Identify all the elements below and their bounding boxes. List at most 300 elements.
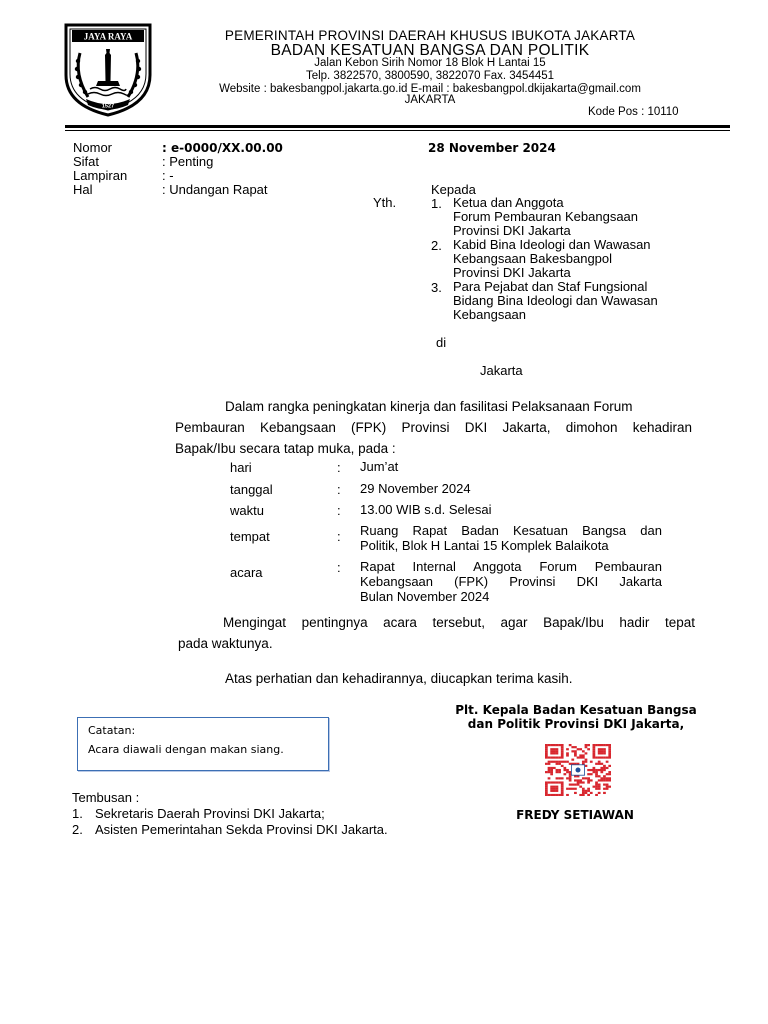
recipient-list xyxy=(431,196,711,326)
qr-module xyxy=(598,744,601,746)
postal-code: Kode Pos : 10110 xyxy=(588,106,679,118)
detail-value: 29 November 2024 xyxy=(360,481,471,496)
kepada-label: Kepada xyxy=(431,182,476,197)
sifat-value: : Penting xyxy=(162,154,214,169)
qr-module xyxy=(561,784,564,786)
qr-module xyxy=(606,786,609,788)
qr-module xyxy=(587,794,590,796)
qr-module xyxy=(585,761,588,763)
qr-module xyxy=(553,788,556,790)
signatory-title-line-1: Plt. Kepala Badan Kesatuan Bangsa xyxy=(455,703,697,717)
qr-module xyxy=(561,765,564,767)
qr-module xyxy=(561,781,564,783)
qr-module xyxy=(571,759,574,761)
qr-module xyxy=(561,790,564,792)
qr-module xyxy=(561,786,564,788)
qr-module xyxy=(566,761,569,763)
qr-module xyxy=(553,750,556,752)
qr-module xyxy=(566,777,569,779)
qr-module xyxy=(582,792,585,794)
detail-label: tempat xyxy=(230,529,270,544)
qr-module xyxy=(600,767,603,769)
qr-module xyxy=(595,781,598,783)
qr-module xyxy=(595,744,598,746)
qr-module xyxy=(561,750,564,752)
qr-module xyxy=(608,765,611,767)
qr-module xyxy=(550,781,553,783)
qr-module xyxy=(598,756,601,758)
qr-module xyxy=(558,744,561,746)
qr-module xyxy=(603,752,606,754)
qr-module xyxy=(598,775,601,777)
qr-module xyxy=(600,763,603,765)
qr-module xyxy=(606,784,609,786)
recipient-line: Kebangsaan xyxy=(453,307,527,322)
qr-module xyxy=(593,754,596,756)
qr-module xyxy=(603,744,606,746)
opening-line-1: Dalam rangka peningkatan kinerja dan fasilitasi Pelaksanaan Forum xyxy=(225,399,633,414)
qr-module xyxy=(582,790,585,792)
qr-module xyxy=(603,792,606,794)
qr-module xyxy=(561,744,564,746)
qr-module xyxy=(587,744,590,746)
detail-label: acara xyxy=(230,565,263,580)
qr-module xyxy=(587,781,590,783)
qr-module xyxy=(593,748,596,750)
closing-line: Atas perhatian dan kehadirannya, diucapkan terima kasih. xyxy=(225,671,573,686)
qr-module xyxy=(556,788,559,790)
qr-module xyxy=(561,746,564,748)
qr-module xyxy=(548,756,551,758)
cc-number: 2. xyxy=(72,822,83,837)
qr-module xyxy=(558,794,561,796)
qr-module xyxy=(595,794,598,796)
qr-module xyxy=(606,767,609,769)
reminder-line-1: Mengingat pentingnya acara tersebut, agar Bapak/Ibu hadir tepat xyxy=(223,615,695,630)
qr-module xyxy=(566,769,569,771)
lampiran-value: : - xyxy=(162,168,174,183)
qr-module xyxy=(574,746,577,748)
qr-module xyxy=(556,786,559,788)
qr-module xyxy=(606,756,609,758)
qr-module xyxy=(548,769,551,771)
qr-module xyxy=(606,788,609,790)
qr-module xyxy=(585,744,588,746)
recipient-city: Jakarta xyxy=(480,363,523,378)
qr-module xyxy=(595,786,598,788)
qr-module xyxy=(556,750,559,752)
phone-fax: Telp. 3822570, 3800590, 3822070 Fax. 3454451 xyxy=(305,70,555,82)
qr-module xyxy=(550,744,553,746)
qr-module xyxy=(608,777,611,779)
qr-module xyxy=(595,788,598,790)
qr-module xyxy=(545,748,548,750)
qr-module xyxy=(566,794,569,796)
recipient-line: Provinsi DKI Jakarta xyxy=(453,223,571,238)
qr-module xyxy=(608,748,611,750)
qr-module xyxy=(577,756,580,758)
qr-module xyxy=(550,756,553,758)
qr-module xyxy=(556,769,559,771)
qr-module xyxy=(545,794,548,796)
qr-module xyxy=(556,761,559,763)
qr-module xyxy=(553,767,556,769)
qr-module xyxy=(590,773,593,775)
hal-label: Hal xyxy=(73,182,93,197)
qr-module xyxy=(600,779,603,781)
qr-module xyxy=(550,769,553,771)
event-details xyxy=(230,460,670,610)
qr-module xyxy=(600,771,603,773)
note-text: Acara diawali dengan makan siang. xyxy=(88,743,284,756)
qr-module xyxy=(600,756,603,758)
qr-module xyxy=(593,746,596,748)
qr-module xyxy=(556,790,559,792)
qr-module xyxy=(600,750,603,752)
qr-module xyxy=(574,779,577,781)
qr-module xyxy=(550,748,553,750)
qr-module xyxy=(587,790,590,792)
qr-module xyxy=(603,777,606,779)
address: Jalan Kebon Sirih Nomor 18 Blok H Lantai 15 xyxy=(314,57,546,69)
opening-line-2: Pembauran Kebangsaan (FPK) Provinsi DKI Jakarta, dimohon kehadiran xyxy=(175,420,692,435)
qr-module xyxy=(553,752,556,754)
qr-module xyxy=(563,773,566,775)
qr-module xyxy=(600,752,603,754)
qr-module xyxy=(548,763,551,765)
qr-module xyxy=(598,769,601,771)
qr-module xyxy=(600,777,603,779)
qr-module xyxy=(579,748,582,750)
detail-colon: : xyxy=(337,560,341,575)
qr-module xyxy=(598,748,601,750)
qr-module xyxy=(556,752,559,754)
qr-module xyxy=(582,750,585,752)
qr-module xyxy=(595,771,598,773)
cc-item: Asisten Pemerintahan Sekda Provinsi DKI Jakarta. xyxy=(95,822,388,837)
nomor-value: : e-0000/XX.00.00 xyxy=(162,141,283,155)
detail-colon: : xyxy=(337,503,341,518)
qr-module xyxy=(548,781,551,783)
lampiran-label: Lampiran xyxy=(73,168,128,183)
yth-label: Yth. xyxy=(373,195,397,210)
qr-module xyxy=(558,769,561,771)
qr-module xyxy=(598,750,601,752)
qr-module xyxy=(545,744,548,746)
qr-module xyxy=(608,773,611,775)
qr-module xyxy=(579,756,582,758)
qr-module xyxy=(548,771,551,773)
qr-module xyxy=(606,773,609,775)
qr-module xyxy=(569,784,572,786)
detail-value: Politik, Blok H Lantai 15 Komplek Balaikota xyxy=(360,538,609,553)
detail-label: tanggal xyxy=(230,482,273,497)
qr-module xyxy=(603,784,606,786)
qr-module xyxy=(606,779,609,781)
detail-value: Bulan November 2024 xyxy=(360,589,490,604)
qr-module xyxy=(593,744,596,746)
qr-module xyxy=(606,744,609,746)
qr-module xyxy=(582,794,585,796)
qr-module xyxy=(587,788,590,790)
qr-module xyxy=(608,786,611,788)
qr-module xyxy=(574,754,577,756)
qr-module xyxy=(598,761,601,763)
qr-module xyxy=(590,779,593,781)
qr-module xyxy=(608,756,611,758)
hal-value: : Undangan Rapat xyxy=(162,182,268,197)
qr-module xyxy=(558,763,561,765)
qr-module xyxy=(585,759,588,761)
qr-module xyxy=(603,769,606,771)
qr-module xyxy=(569,788,572,790)
qr-module xyxy=(563,767,566,769)
detail-value: Rapat Internal Anggota Forum Pembauran xyxy=(360,559,662,574)
qr-module xyxy=(603,750,606,752)
qr-module xyxy=(571,788,574,790)
qr-module xyxy=(585,752,588,754)
qr-module xyxy=(577,784,580,786)
qr-module xyxy=(558,777,561,779)
qr-module xyxy=(548,761,551,763)
qr-module xyxy=(545,771,548,773)
detail-value: Jum’at xyxy=(360,459,399,474)
qr-module xyxy=(608,752,611,754)
detail-value: Ruang Rapat Badan Kesatuan Bangsa dan xyxy=(360,523,662,538)
qr-module xyxy=(553,744,556,746)
jakarta-seal-logo xyxy=(58,19,158,119)
header-rule-thin xyxy=(65,130,730,131)
qr-module xyxy=(561,794,564,796)
qr-module xyxy=(558,761,561,763)
qr-module xyxy=(587,779,590,781)
recipient-number: 3. xyxy=(431,280,442,295)
recipient-line: Forum Pembauran Kebangsaan xyxy=(453,209,639,224)
qr-module xyxy=(587,769,590,771)
qr-module xyxy=(603,756,606,758)
qr-module xyxy=(566,771,569,773)
qr-module xyxy=(582,781,585,783)
qr-module xyxy=(608,771,611,773)
qr-module xyxy=(579,779,582,781)
qr-module xyxy=(561,788,564,790)
qr-module xyxy=(545,786,548,788)
qr-module xyxy=(585,792,588,794)
qr-module xyxy=(603,788,606,790)
qr-module xyxy=(561,748,564,750)
qr-module xyxy=(603,748,606,750)
qr-module xyxy=(606,777,609,779)
qr-module xyxy=(608,744,611,746)
qr-module xyxy=(606,761,609,763)
qr-module xyxy=(566,752,569,754)
qr-module xyxy=(582,788,585,790)
qr-module xyxy=(593,771,596,773)
qr-module xyxy=(593,752,596,754)
detail-value: Kebangsaan (FPK) Provinsi DKI Jakarta xyxy=(360,574,662,589)
qr-module xyxy=(545,763,548,765)
qr-module xyxy=(553,790,556,792)
qr-module xyxy=(603,767,606,769)
qr-module xyxy=(545,746,548,748)
qr-module xyxy=(598,763,601,765)
qr-module xyxy=(595,756,598,758)
qr-module xyxy=(598,784,601,786)
qr-module xyxy=(545,790,548,792)
government-name: PEMERINTAH PROVINSI DAERAH KHUSUS IBUKOTA JAKARTA xyxy=(224,28,636,43)
detail-colon: : xyxy=(337,460,341,475)
qr-module xyxy=(598,786,601,788)
qr-module xyxy=(593,767,596,769)
qr-module xyxy=(556,756,559,758)
qr-module xyxy=(550,767,553,769)
qr-module xyxy=(574,784,577,786)
qr-module xyxy=(556,777,559,779)
qr-module xyxy=(579,786,582,788)
qr-module xyxy=(577,779,580,781)
qr-module xyxy=(553,786,556,788)
qr-module xyxy=(593,750,596,752)
qr-module xyxy=(561,777,564,779)
qr-center-dot xyxy=(576,768,581,773)
recipient-number: 1. xyxy=(431,196,442,211)
qr-module xyxy=(561,754,564,756)
qr-module xyxy=(603,779,606,781)
qr-module xyxy=(556,771,559,773)
qr-module xyxy=(569,777,572,779)
qr-module xyxy=(545,788,548,790)
qr-module xyxy=(603,765,606,767)
recipient-line: Bidang Bina Ideologi dan Wawasan xyxy=(453,293,658,308)
qr-module xyxy=(582,756,585,758)
recipient-line: Ketua dan Anggota xyxy=(453,195,564,210)
qr-module xyxy=(595,769,598,771)
qr-module xyxy=(548,767,551,769)
qr-module xyxy=(595,775,598,777)
qr-module xyxy=(550,794,553,796)
recipient-line: Para Pejabat dan Staf Fungsional xyxy=(453,279,648,294)
qr-module xyxy=(608,754,611,756)
qr-module xyxy=(590,792,593,794)
qr-module xyxy=(585,746,588,748)
qr-module xyxy=(569,744,572,746)
qr-module xyxy=(561,792,564,794)
qr-module xyxy=(545,784,548,786)
qr-module xyxy=(593,786,596,788)
qr-module xyxy=(553,761,556,763)
qr-module xyxy=(545,792,548,794)
qr-module xyxy=(566,788,569,790)
di-label: di xyxy=(436,335,447,350)
cc-number: 1. xyxy=(72,806,83,821)
qr-module xyxy=(587,777,590,779)
qr-module xyxy=(558,771,561,773)
qr-module xyxy=(571,750,574,752)
qr-module xyxy=(608,779,611,781)
qr-module xyxy=(577,748,580,750)
qr-module xyxy=(593,769,596,771)
detail-label: waktu xyxy=(230,503,264,518)
note-title: Catatan: xyxy=(88,724,136,737)
svg-text:JAYA RAYA: JAYA RAYA xyxy=(83,31,133,42)
note-box xyxy=(77,717,329,771)
qr-module xyxy=(550,752,553,754)
cc-title: Tembusan : xyxy=(72,790,140,805)
qr-module xyxy=(553,794,556,796)
qr-module xyxy=(556,781,559,783)
qr-module xyxy=(595,773,598,775)
detail-colon: : xyxy=(337,482,341,497)
recipient-line: Provinsi DKI Jakarta xyxy=(453,265,571,280)
qr-module xyxy=(561,752,564,754)
qr-module xyxy=(566,748,569,750)
signature-qr-code xyxy=(545,744,611,796)
qr-module xyxy=(577,781,580,783)
qr-module xyxy=(590,761,593,763)
qr-module xyxy=(582,761,585,763)
qr-module xyxy=(553,748,556,750)
qr-module xyxy=(579,794,582,796)
qr-module xyxy=(598,779,601,781)
header-rule-thick xyxy=(65,125,730,128)
signatory-title-line-2: dan Politik Provinsi DKI Jakarta, xyxy=(467,717,685,731)
qr-module xyxy=(550,771,553,773)
city-header: JAKARTA xyxy=(404,94,456,106)
qr-module xyxy=(600,769,603,771)
department-name: BADAN KESATUAN BANGSA DAN POLITIK xyxy=(270,42,590,59)
qr-module xyxy=(585,777,588,779)
qr-module xyxy=(553,756,556,758)
qr-module xyxy=(556,763,559,765)
qr-module xyxy=(566,754,569,756)
qr-module xyxy=(558,781,561,783)
qr-module xyxy=(550,750,553,752)
qr-module xyxy=(571,746,574,748)
qr-module xyxy=(608,746,611,748)
qr-module xyxy=(550,788,553,790)
qr-module xyxy=(571,784,574,786)
qr-module xyxy=(563,769,566,771)
detail-colon: : xyxy=(337,529,341,544)
qr-module xyxy=(545,781,548,783)
recipient-line: Kabid Bina Ideologi dan Wawasan xyxy=(453,237,651,252)
cc-item: Sekretaris Daerah Provinsi DKI Jakarta; xyxy=(95,806,325,821)
qr-module xyxy=(550,786,553,788)
qr-module xyxy=(579,781,582,783)
qr-module xyxy=(600,744,603,746)
qr-module xyxy=(574,750,577,752)
qr-module xyxy=(548,744,551,746)
qr-module xyxy=(598,788,601,790)
signatory-name: FREDY SETIAWAN xyxy=(516,808,634,822)
qr-module xyxy=(608,750,611,752)
website-email: Website : bakesbangpol.jakarta.go.id E-mail : bakesbangpol.dkijakarta@gmail.com xyxy=(219,83,641,95)
qr-module xyxy=(556,794,559,796)
qr-module xyxy=(587,773,590,775)
recipient-number: 2. xyxy=(431,238,442,253)
recipient-line: Kebangsaan Bakesbangpol xyxy=(453,251,613,266)
qr-module xyxy=(598,752,601,754)
qr-module xyxy=(550,761,553,763)
nomor-label: Nomor xyxy=(73,140,113,155)
qr-module xyxy=(574,792,577,794)
qr-module xyxy=(598,792,601,794)
qr-module xyxy=(585,790,588,792)
qr-module xyxy=(574,752,577,754)
qr-module xyxy=(595,763,598,765)
qr-module xyxy=(603,775,606,777)
qr-module xyxy=(556,744,559,746)
